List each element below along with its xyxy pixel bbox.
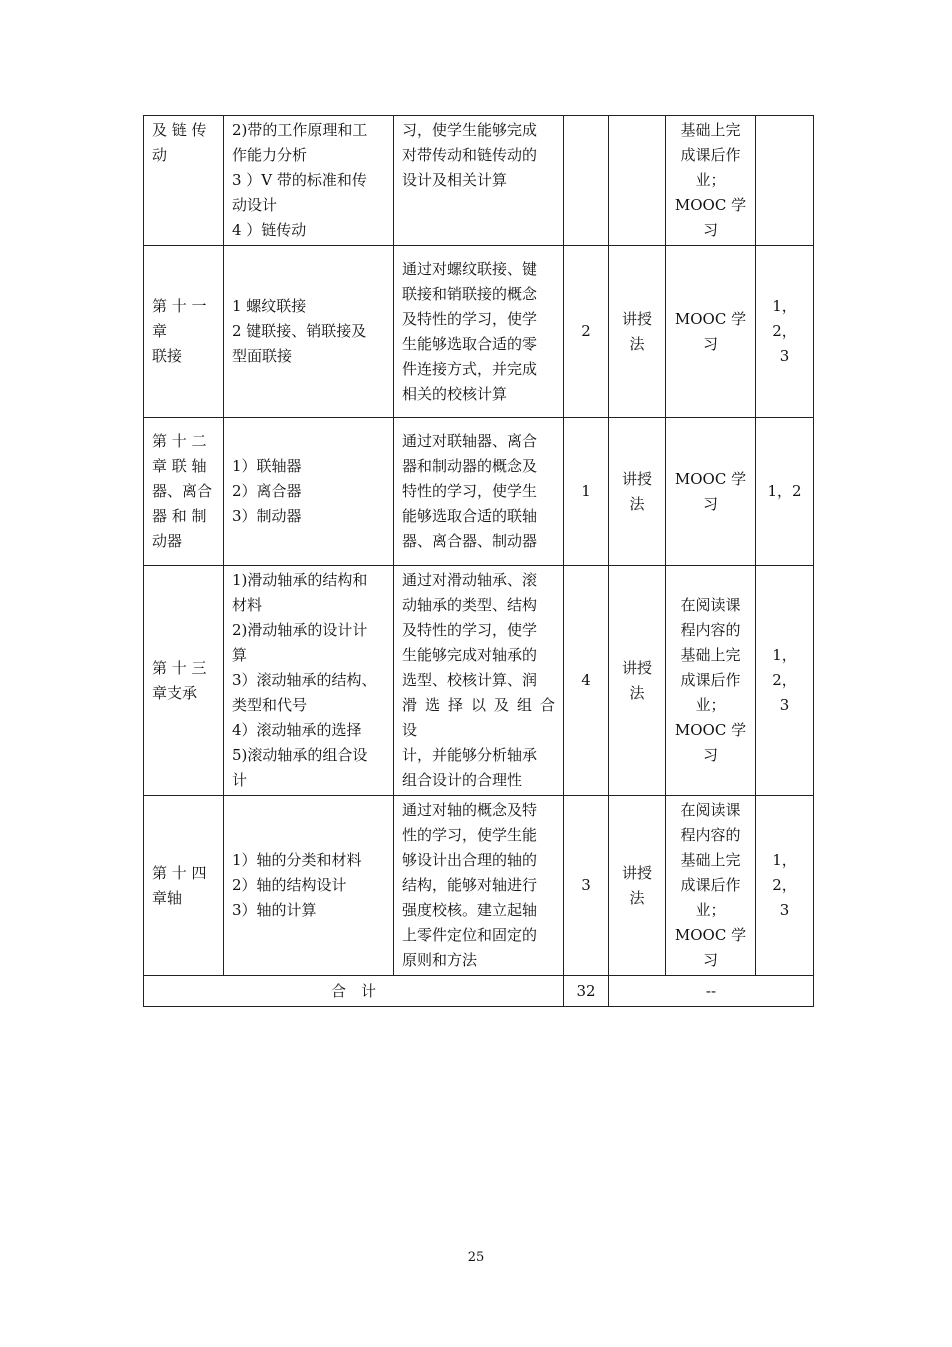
- cell-line: 生能够完成对轴承的: [402, 646, 538, 664]
- cell-line: 第 十 三: [152, 658, 207, 677]
- cell-line: 2)带的工作原理和工: [232, 121, 368, 139]
- cell-line: 生能够选取合适的零: [402, 334, 538, 353]
- cell-line: 3: [779, 696, 790, 714]
- content-cell: [224, 566, 394, 796]
- method-cell: [609, 246, 666, 418]
- total-row: [144, 976, 814, 1007]
- objectives-cell: [394, 566, 564, 796]
- cell-line: 讲授: [621, 658, 652, 677]
- cell-line: 相关的校核计算: [402, 384, 508, 403]
- cell-line: 滑 选 择 以 及 组 合 设: [402, 696, 555, 739]
- cell-line: 章轴: [152, 888, 183, 907]
- goals-cell: [756, 796, 814, 976]
- assignment-cell: [666, 796, 756, 976]
- cell-line: 1，2，: [772, 297, 797, 340]
- hours-cell: 2: [564, 246, 609, 418]
- table-row: [144, 796, 814, 976]
- assignment-cell: [666, 116, 756, 246]
- goals-cell: [756, 566, 814, 796]
- cell-line: 作能力分析: [232, 146, 308, 164]
- table-body: [144, 116, 814, 1007]
- content-cell: [224, 796, 394, 976]
- content-cell: [224, 418, 394, 566]
- cell-line: 2)滑动轴承的设计计: [232, 621, 368, 639]
- hours-cell: 3: [564, 796, 609, 976]
- cell-line: 计: [232, 771, 248, 789]
- cell-line: 3）滚动轴承的结构、: [232, 671, 377, 689]
- cell-line: 类型和代号: [232, 696, 308, 714]
- cell-line: 法: [629, 888, 645, 907]
- cell-line: 3）制动器: [232, 507, 302, 525]
- cell-line: 讲授: [621, 469, 652, 488]
- cell-line: 1，2: [767, 482, 802, 500]
- cell-line: 习，使学生能够完成: [402, 121, 538, 139]
- assignment-cell: [666, 566, 756, 796]
- chapter-cell: [144, 796, 224, 976]
- table-row: [144, 116, 814, 246]
- assignment-cell: [666, 418, 756, 566]
- cell-line: 成课后作: [680, 671, 741, 689]
- cell-line: 上零件定位和固定的: [402, 926, 538, 944]
- hours-cell: 4: [564, 566, 609, 796]
- cell-line: 及 链 传: [152, 121, 207, 139]
- cell-line: 3: [779, 347, 790, 365]
- cell-line: 动器: [152, 532, 183, 550]
- cell-line: 1 螺纹联接: [232, 297, 307, 315]
- chapter-cell: [144, 116, 224, 246]
- cell-line: 章 联 轴: [152, 457, 207, 475]
- cell-line: 1)滑动轴承的结构和: [232, 571, 368, 589]
- cell-line: 在阅读课: [680, 801, 741, 819]
- assignment-cell: [666, 246, 756, 418]
- total-hours: 32: [564, 976, 609, 1007]
- cell-line: 2 键联接、销联接及: [232, 322, 367, 340]
- content-cell: [224, 246, 394, 418]
- cell-line: MOOC 学习: [674, 721, 747, 764]
- cell-line: 基础上完: [680, 646, 741, 664]
- cell-line: 章支承: [152, 683, 198, 702]
- method-cell: [609, 796, 666, 976]
- cell-line: 通过对联轴器、离合: [402, 432, 538, 450]
- cell-line: 通过对轴的概念及特: [402, 801, 538, 819]
- table-row: [144, 418, 814, 566]
- cell-line: 1，2，: [772, 646, 797, 689]
- cell-line: 4）滚动轴承的选择: [232, 721, 362, 739]
- cell-line: 结构，能够对轴进行: [402, 876, 538, 894]
- cell-line: 性的学习，使学生能: [402, 826, 538, 844]
- cell-line: MOOC 学习: [674, 469, 747, 513]
- cell-line: 程内容的: [680, 826, 741, 844]
- goals-cell: [756, 418, 814, 566]
- content-cell: [224, 116, 394, 246]
- cell-line: 法: [629, 494, 645, 513]
- cell-line: 第 十 四: [152, 863, 207, 882]
- cell-line: 3 ）V 带的标准和传: [232, 171, 367, 189]
- cell-line: 业；: [695, 901, 726, 919]
- cell-line: 算: [232, 646, 248, 664]
- cell-line: 成课后作: [680, 146, 741, 164]
- method-cell: [609, 418, 666, 566]
- objectives-cell: [394, 796, 564, 976]
- objectives-cell: [394, 246, 564, 418]
- cell-line: 够设计出合理的轴的: [402, 851, 538, 869]
- cell-line: 讲授: [621, 309, 652, 328]
- cell-line: 第 十 一: [152, 297, 207, 315]
- syllabus-table: [143, 115, 814, 1007]
- cell-line: 特性的学习，使学生: [402, 482, 538, 500]
- cell-line: 及特性的学习，使学: [402, 309, 538, 328]
- cell-line: 4 ）链传动: [232, 221, 307, 239]
- cell-line: 基础上完: [680, 851, 741, 869]
- cell-line: 能够选取合适的联轴: [402, 507, 538, 525]
- cell-line: 业；: [695, 171, 726, 189]
- page-number: 25: [467, 1250, 485, 1265]
- cell-line: 在阅读课: [680, 596, 741, 614]
- cell-line: 成课后作: [680, 876, 741, 894]
- cell-line: 原则和方法: [402, 951, 478, 969]
- cell-line: 器 和 制: [152, 507, 207, 525]
- cell-line: 器、离合器、制动器: [402, 532, 538, 550]
- cell-line: 第 十 二: [152, 432, 207, 450]
- cell-line: MOOC 学习: [674, 196, 747, 239]
- cell-line: 1）轴的分类和材料: [232, 851, 362, 869]
- cell-line: 动: [152, 146, 168, 164]
- table-row: [144, 566, 814, 796]
- cell-line: MOOC 学习: [674, 309, 747, 353]
- goals-cell: [756, 246, 814, 418]
- cell-line: 3: [779, 901, 790, 919]
- cell-line: 组合设计的合理性: [402, 771, 523, 789]
- hours-cell: [564, 116, 609, 246]
- chapter-cell: [144, 418, 224, 566]
- cell-line: 材料: [232, 596, 263, 614]
- cell-line: 器、离合: [152, 482, 213, 500]
- cell-line: 业；: [695, 696, 726, 714]
- method-cell: [609, 116, 666, 246]
- cell-line: 讲授: [621, 863, 652, 882]
- cell-line: 通过对滑动轴承、滚: [402, 571, 538, 589]
- cell-line: 及特性的学习，使学: [402, 621, 538, 639]
- hours-cell: 1: [564, 418, 609, 566]
- objectives-cell: [394, 418, 564, 566]
- cell-line: 动轴承的类型、结构: [402, 596, 538, 614]
- cell-line: 基础上完: [680, 121, 741, 139]
- cell-line: 强度校核。建立起轴: [402, 901, 538, 919]
- cell-line: 选型、校核计算、润: [402, 671, 538, 689]
- cell-line: MOOC 学习: [674, 926, 747, 969]
- cell-line: 件连接方式，并完成: [402, 359, 538, 378]
- goals-cell: [756, 116, 814, 246]
- cell-line: 法: [629, 683, 645, 702]
- cell-line: 1，2，: [772, 851, 797, 894]
- cell-line: 程内容的: [680, 621, 741, 639]
- cell-line: 通过对螺纹联接、键: [402, 259, 538, 278]
- table-row: [144, 246, 814, 418]
- cell-line: 3）轴的计算: [232, 901, 317, 919]
- cell-line: 5)滚动轴承的组合设: [232, 746, 368, 764]
- cell-line: 2）轴的结构设计: [232, 876, 347, 894]
- cell-line: 设计及相关计算: [402, 171, 508, 189]
- cell-line: 计，并能够分析轴承: [402, 746, 538, 764]
- objectives-cell: [394, 116, 564, 246]
- method-cell: [609, 566, 666, 796]
- cell-line: 2）离合器: [232, 482, 302, 500]
- chapter-cell: [144, 566, 224, 796]
- cell-line: 动设计: [232, 196, 278, 214]
- cell-line: 联接和销联接的概念: [402, 284, 538, 303]
- cell-line: 章: [152, 322, 168, 340]
- cell-line: 型面联接: [232, 347, 293, 365]
- total-rest: --: [609, 976, 814, 1007]
- cell-line: 对带传动和链传动的: [402, 146, 538, 164]
- cell-line: 器和制动器的概念及: [402, 457, 538, 475]
- cell-line: 1）联轴器: [232, 457, 302, 475]
- chapter-cell: [144, 246, 224, 418]
- cell-line: 法: [629, 334, 645, 353]
- cell-line: 联接: [152, 347, 183, 365]
- total-label: 合 计: [144, 976, 564, 1007]
